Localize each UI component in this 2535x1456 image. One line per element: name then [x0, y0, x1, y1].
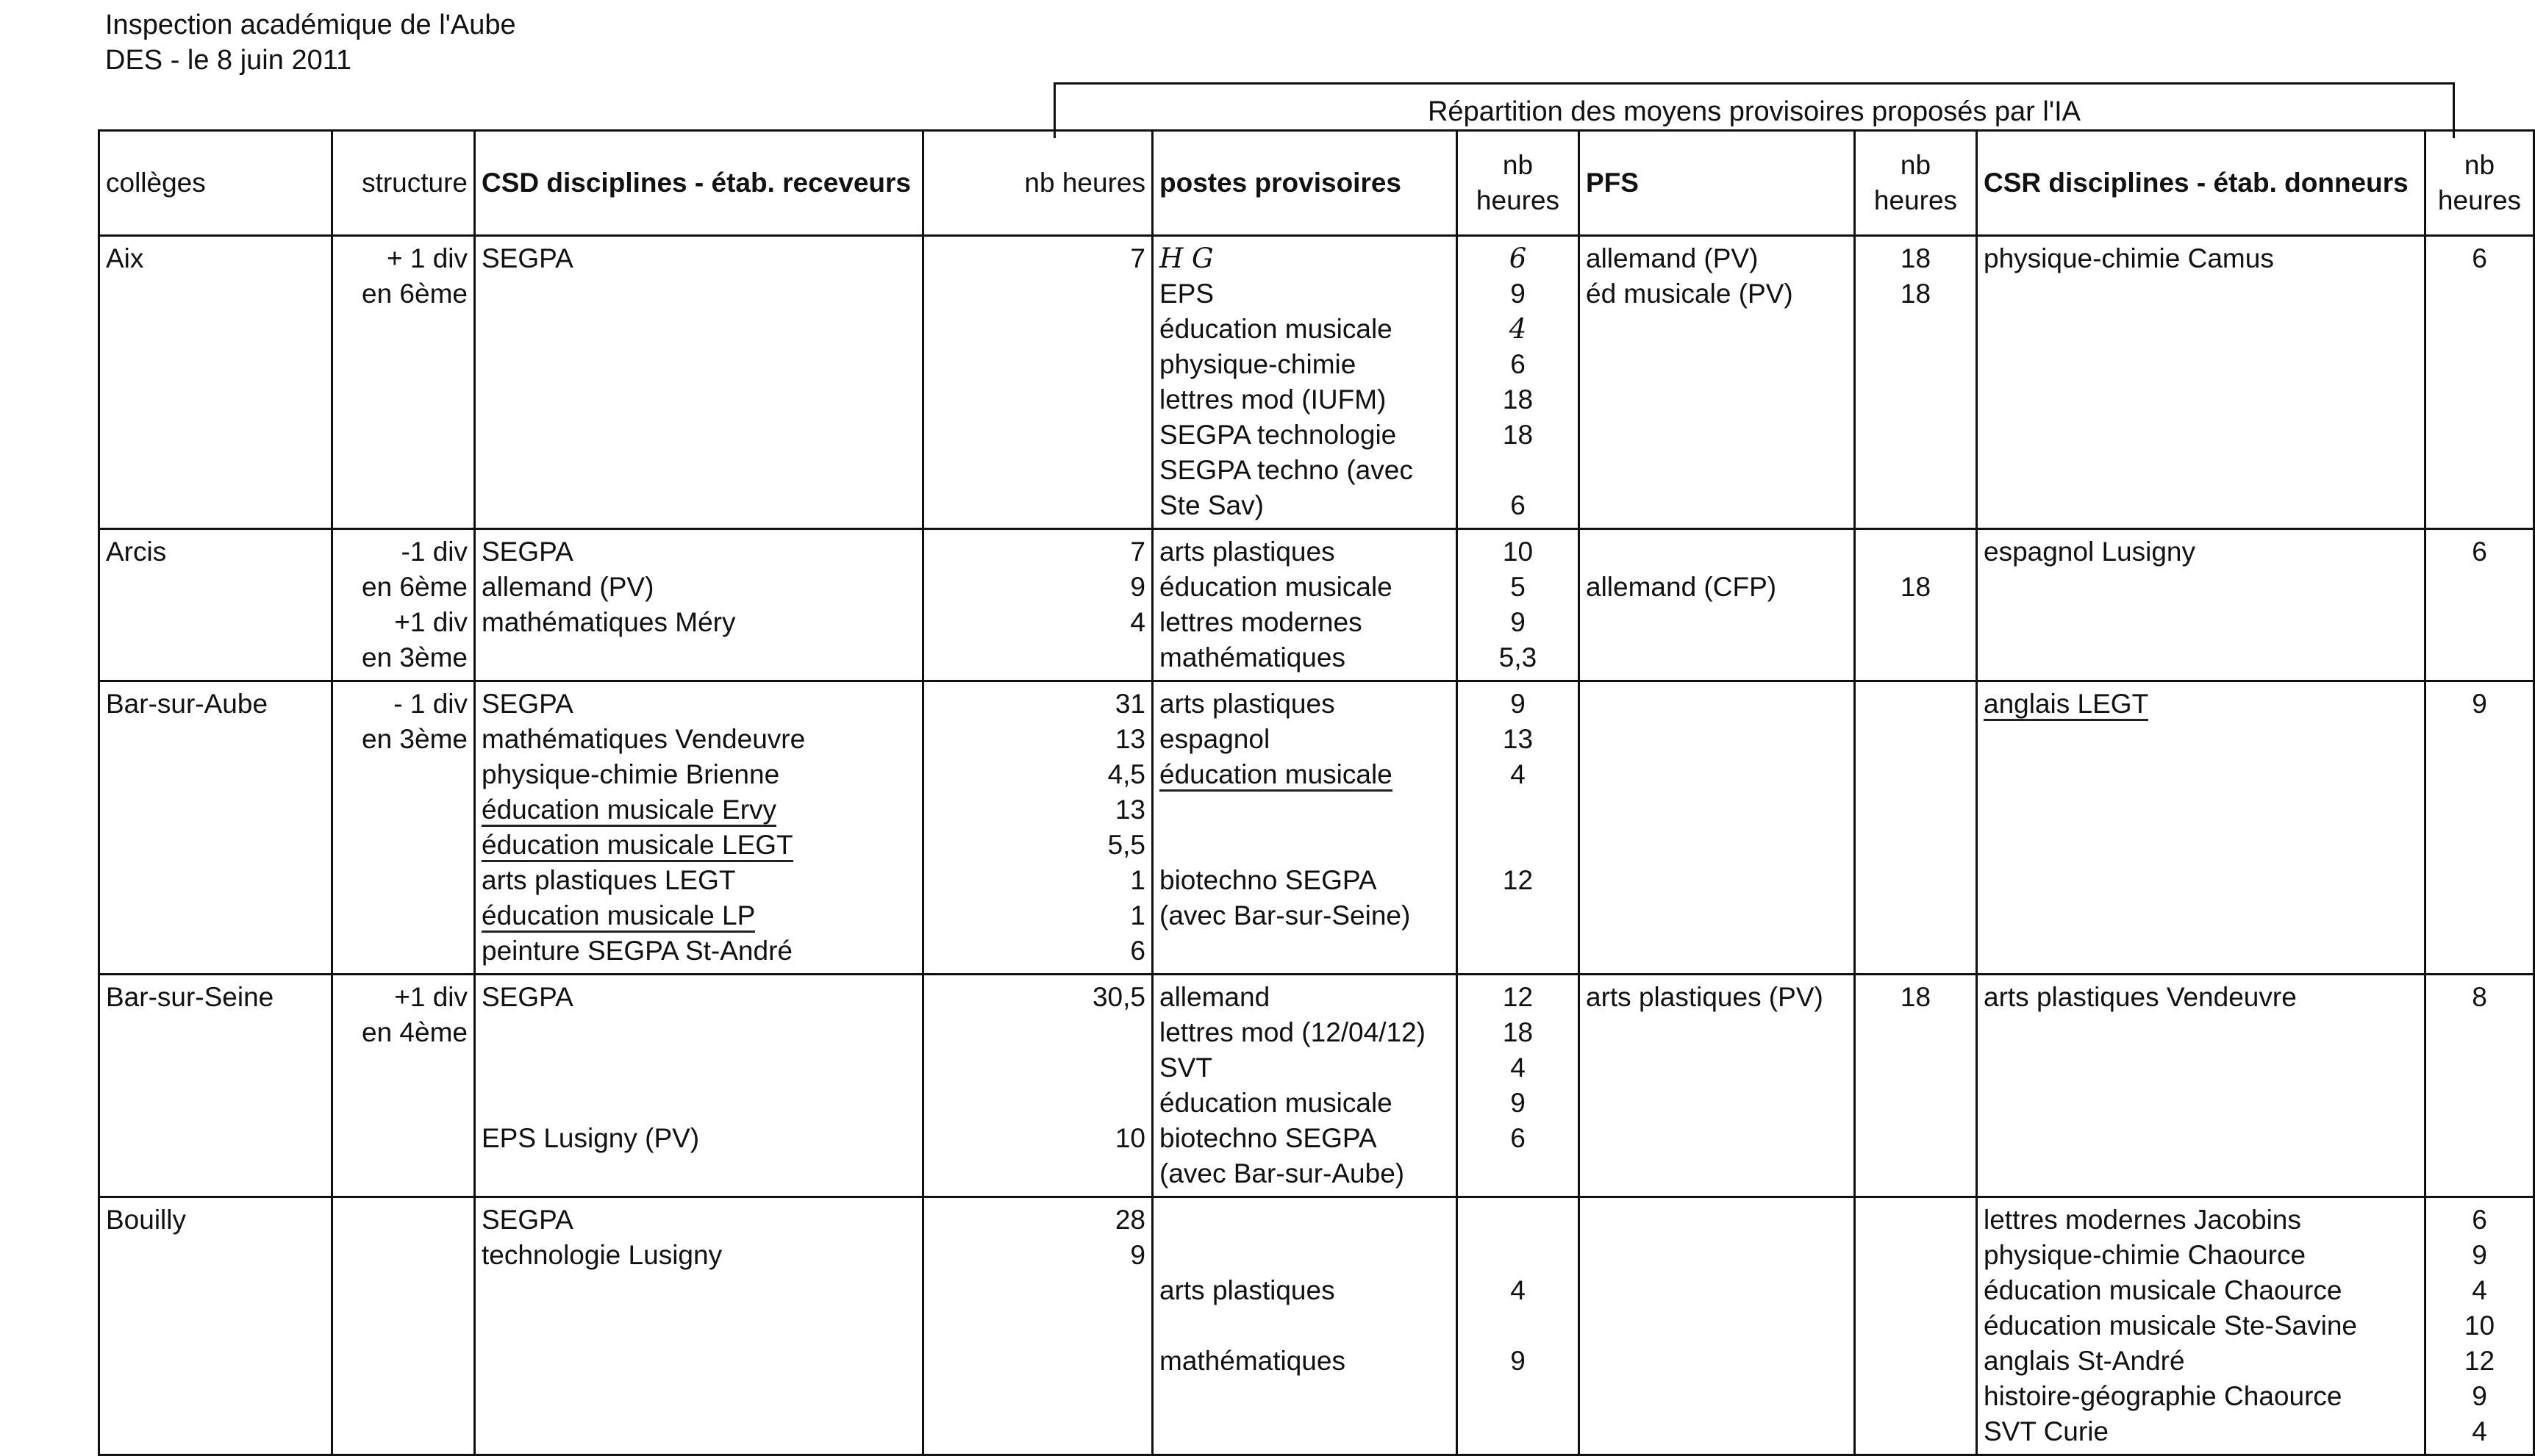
csd-hours-cell [923, 681, 1153, 975]
csd-discipline: éducation musicale LP [482, 898, 916, 933]
csr-cell [1977, 236, 2425, 529]
csd-hours: 4,5 [1107, 759, 1145, 789]
col-nb-heures-csr: nb heures [2425, 131, 2534, 236]
poste-label: arts plastiques [1159, 537, 1335, 567]
csd-hours-cell [923, 975, 1153, 1197]
csd-cell [475, 681, 923, 975]
college-cell [99, 236, 332, 529]
poste-label: Ste Sav) [1159, 490, 1264, 520]
pfs-hours-cell [1855, 1197, 1977, 1455]
csr-hours: 8 [2472, 982, 2487, 1012]
poste-hours: 6 [1510, 490, 1526, 520]
csr-hours: 6 [2472, 1205, 2487, 1235]
csr-cell [1977, 1197, 2425, 1455]
poste-label: mathématiques [1159, 642, 1345, 673]
csd-hours: 7 [1130, 537, 1145, 567]
csr-cell [1977, 975, 2425, 1197]
pfs-cell [1579, 975, 1855, 1197]
poste-hours: 6 [1510, 349, 1526, 379]
poste-label [1159, 1238, 1450, 1273]
poste-hours: 9 [1510, 1088, 1526, 1118]
col-nb-heures-pfs: nb heures [1855, 131, 1977, 236]
csd-discipline: SEGPA [482, 537, 573, 567]
csd-discipline [482, 1086, 916, 1121]
poste-hours: 5,3 [1498, 642, 1537, 673]
csr-hours: 12 [2464, 1346, 2495, 1376]
poste-label: mathématiques [1159, 1346, 1345, 1376]
structure-line: en 6ème [362, 279, 468, 309]
csr-hours-cell [2425, 681, 2534, 975]
poste-hours: 18 [1502, 1017, 1534, 1047]
pfs-cell [1579, 236, 1855, 529]
pfs-hours-cell [1855, 529, 1977, 681]
csr-hours: 9 [2472, 1381, 2487, 1411]
college-name: Bar-sur-Aube [106, 689, 268, 719]
col-nb-heures-postes: nb heures [1457, 131, 1579, 236]
poste-label: éducation musicale [1159, 1088, 1392, 1118]
poste-hours: 5 [1510, 572, 1526, 602]
csr-hours: 4 [2472, 1275, 2487, 1305]
csd-hours: 28 [1115, 1205, 1145, 1235]
postes-hours-cell [1457, 529, 1579, 681]
group-header-title: Répartition des moyens provisoires proposés par l'IA [1427, 96, 2081, 127]
poste-label [1159, 1202, 1450, 1238]
csd-hours: 30,5 [1092, 982, 1145, 1012]
col-colleges: collèges [99, 131, 332, 236]
pfs-hours-cell [1855, 236, 1977, 529]
poste-hours: 12 [1502, 982, 1534, 1012]
poste-hours: 18 [1502, 384, 1534, 415]
table-row [99, 681, 2534, 975]
poste-hours [1464, 1202, 1572, 1238]
poste-label [1159, 792, 1450, 828]
csd-discipline: éducation musicale LEGT [482, 828, 916, 863]
poste-hours: 4 [1510, 1275, 1526, 1305]
csr-discipline: histoire-géographie Chaource [1984, 1381, 2342, 1411]
allocation-table [98, 129, 2535, 1456]
csr-cell [1977, 681, 2425, 975]
csd-hours: 10 [1115, 1123, 1145, 1153]
poste-hours: 9 [1510, 279, 1526, 309]
csd-hours: 7 [1130, 243, 1145, 273]
col-structure: structure [332, 131, 475, 236]
poste-hours [1464, 1238, 1572, 1273]
college-cell [99, 529, 332, 681]
structure-cell [332, 681, 475, 975]
csd-discipline [482, 1015, 916, 1050]
poste-hours: 6 [1509, 243, 1527, 274]
pfs-label: allemand (PV) [1586, 243, 1759, 273]
postes-hours-cell [1457, 236, 1579, 529]
csd-hours [930, 1086, 1145, 1121]
csd-hours: 13 [1115, 724, 1145, 754]
col-nb-heures: nb heures [923, 131, 1153, 236]
csd-hours: 1 [1130, 865, 1145, 895]
csd-discipline: arts plastiques LEGT [482, 865, 736, 895]
poste-label: arts plastiques [1159, 1275, 1335, 1305]
col-pfs: PFS [1579, 131, 1855, 236]
pfs-hours-cell [1855, 681, 1977, 975]
csd-hours-cell [923, 1197, 1153, 1455]
csd-hours: 9 [1130, 572, 1145, 602]
csd-hours: 1 [1130, 900, 1145, 930]
csd-discipline: éducation musicale Ervy [482, 792, 916, 828]
pfs-cell [1579, 681, 1855, 975]
poste-hours [1464, 898, 1572, 933]
table-header-row [99, 131, 2534, 236]
poste-label: éducation musicale [1159, 757, 1450, 792]
college-name: Bouilly [106, 1205, 186, 1235]
poste-label: espagnol [1159, 724, 1270, 754]
csd-discipline: technologie Lusigny [482, 1240, 723, 1270]
pfs-hours [1862, 534, 1970, 570]
csr-discipline: SVT Curie [1984, 1416, 2109, 1446]
poste-hours: 9 [1510, 689, 1526, 719]
structure-cell [332, 236, 475, 529]
poste-label [1159, 1308, 1450, 1344]
csd-discipline: mathématiques Méry [482, 607, 736, 637]
poste-hours: 18 [1502, 420, 1534, 450]
postes-cell [1153, 236, 1457, 529]
poste-label [1159, 828, 1450, 863]
poste-hours [1464, 828, 1572, 863]
structure-line: en 6ème [362, 572, 468, 602]
csr-hours-cell [2425, 236, 2534, 529]
pfs-cell [1579, 1197, 1855, 1455]
col-csd: CSD disciplines - étab. receveurs [475, 131, 923, 236]
postes-hours-cell [1457, 975, 1579, 1197]
structure-line: +1 div [394, 982, 468, 1012]
postes-hours-cell [1457, 681, 1579, 975]
poste-hours: 10 [1502, 537, 1534, 567]
csr-hours: 6 [2472, 243, 2487, 273]
csd-hours-cell [923, 236, 1153, 529]
csd-cell [475, 1197, 923, 1455]
csd-hours: 13 [1115, 795, 1145, 825]
csd-discipline: mathématiques Vendeuvre [482, 724, 806, 754]
poste-label: lettres mod (IUFM) [1159, 384, 1387, 415]
college-name: Arcis [106, 537, 167, 567]
pfs-label [1586, 534, 1848, 570]
csr-hours: 9 [2472, 689, 2487, 719]
csd-discipline: physique-chimie Brienne [482, 759, 780, 789]
postes-hours-cell [1457, 1197, 1579, 1455]
csd-cell [475, 975, 923, 1197]
poste-label: SVT [1159, 1052, 1212, 1083]
poste-label: arts plastiques [1159, 689, 1335, 719]
pfs-hours: 18 [1900, 279, 1931, 309]
poste-hours: 13 [1502, 724, 1534, 754]
structure-line: en 3ème [362, 642, 468, 673]
csr-hours-cell [2425, 1197, 2534, 1455]
csr-hours: 10 [2464, 1310, 2495, 1341]
csd-hours: 5,5 [1107, 830, 1145, 860]
college-name: Aix [106, 243, 144, 273]
pfs-label: éd musicale (PV) [1586, 279, 1793, 309]
csd-discipline: peinture SEGPA St-André [482, 936, 793, 966]
pfs-hours-cell [1855, 975, 1977, 1197]
csr-hours: 6 [2472, 537, 2487, 567]
pfs-hours: 18 [1900, 572, 1931, 602]
table-row [99, 529, 2534, 681]
csd-discipline: SEGPA [482, 1205, 573, 1235]
poste-label: éducation musicale [1159, 314, 1392, 344]
csr-hours-cell [2425, 975, 2534, 1197]
csd-discipline [482, 1050, 916, 1086]
csd-hours [930, 1015, 1145, 1050]
csr-discipline: physique-chimie Chaource [1984, 1240, 2306, 1270]
poste-hours: 9 [1510, 607, 1526, 637]
csr-discipline: éducation musicale Ste-Savine [1984, 1310, 2358, 1341]
structure-cell [332, 975, 475, 1197]
poste-label: éducation musicale [1159, 572, 1392, 602]
poste-label: EPS [1159, 279, 1215, 309]
structure-line: - 1 div [393, 689, 468, 719]
table-row [99, 975, 2534, 1197]
postes-cell [1153, 681, 1457, 975]
csd-discipline: allemand (PV) [482, 572, 654, 602]
poste-hours [1464, 453, 1572, 488]
csr-discipline: lettres modernes Jacobins [1984, 1205, 2301, 1235]
pfs-label: allemand (CFP) [1586, 572, 1777, 602]
poste-label: (avec Bar-sur-Seine) [1159, 900, 1411, 930]
poste-label: physique-chimie [1159, 349, 1356, 379]
csr-discipline: espagnol Lusigny [1984, 537, 2195, 567]
csd-hours: 6 [1130, 936, 1145, 966]
col-postes: postes provisoires [1153, 131, 1457, 236]
structure-line: + 1 div [386, 243, 468, 273]
csr-hours-cell [2425, 529, 2534, 681]
csr-cell [1977, 529, 2425, 681]
poste-label: SEGPA techno (avec [1159, 455, 1413, 485]
csr-discipline: anglais LEGT [1984, 686, 2418, 722]
poste-label: SEGPA technologie [1159, 420, 1397, 450]
csd-hours: 31 [1115, 689, 1145, 719]
poste-label: H G [1159, 243, 1214, 274]
csd-hours: 9 [1130, 1240, 1145, 1270]
csr-discipline: anglais St-André [1984, 1346, 2185, 1376]
table-row [99, 236, 2534, 529]
csr-discipline: physique-chimie Camus [1984, 243, 2274, 273]
postes-cell [1153, 975, 1457, 1197]
csd-cell [475, 529, 923, 681]
poste-label: lettres mod (12/04/12) [1159, 1017, 1426, 1047]
college-cell [99, 975, 332, 1197]
college-cell [99, 681, 332, 975]
structure-line: -1 div [401, 537, 468, 567]
postes-cell [1153, 1197, 1457, 1455]
col-csr: CSR disciplines - étab. donneurs [1977, 131, 2425, 236]
poste-label: biotechno SEGPA [1159, 865, 1377, 895]
pfs-label: arts plastiques (PV) [1586, 982, 1823, 1012]
structure-line: +1 div [394, 607, 468, 637]
poste-hours [1464, 1308, 1572, 1344]
poste-hours [1464, 792, 1572, 828]
csd-hours: 4 [1130, 607, 1145, 637]
structure-line: en 3ème [362, 724, 468, 754]
structure-cell [332, 1197, 475, 1455]
poste-hours: 4 [1509, 313, 1527, 345]
poste-label: biotechno SEGPA [1159, 1123, 1377, 1153]
structure-cell [332, 529, 475, 681]
poste-hours: 6 [1510, 1123, 1526, 1153]
college-cell [99, 1197, 332, 1455]
csr-hours: 4 [2472, 1416, 2487, 1446]
poste-hours: 4 [1510, 759, 1526, 789]
poste-hours: 12 [1502, 865, 1534, 895]
csr-discipline: arts plastiques Vendeuvre [1984, 982, 2297, 1012]
pfs-cell [1579, 529, 1855, 681]
csd-cell [475, 236, 923, 529]
poste-hours: 4 [1510, 1052, 1526, 1083]
postes-cell [1153, 529, 1457, 681]
poste-hours [1464, 1156, 1572, 1191]
csr-discipline: éducation musicale Chaource [1984, 1275, 2342, 1305]
header-date: DES - le 8 juin 2011 [105, 45, 352, 76]
college-name: Bar-sur-Seine [106, 982, 274, 1012]
csr-hours: 9 [2472, 1240, 2487, 1270]
csd-discipline: SEGPA [482, 243, 573, 273]
csd-discipline: EPS Lusigny (PV) [482, 1123, 700, 1153]
csd-hours [930, 1050, 1145, 1086]
csd-discipline: SEGPA [482, 982, 573, 1012]
poste-label: lettres modernes [1159, 607, 1362, 637]
pfs-hours: 18 [1900, 982, 1931, 1012]
poste-label: (avec Bar-sur-Aube) [1159, 1158, 1405, 1188]
pfs-hours: 18 [1900, 243, 1931, 273]
poste-hours: 9 [1510, 1346, 1526, 1376]
structure-line: en 4ème [362, 1017, 468, 1047]
header-inspection: Inspection académique de l'Aube [105, 10, 516, 40]
poste-label: allemand [1159, 982, 1270, 1012]
csd-discipline: SEGPA [482, 689, 573, 719]
csd-hours-cell [923, 529, 1153, 681]
table-row [99, 1197, 2534, 1455]
